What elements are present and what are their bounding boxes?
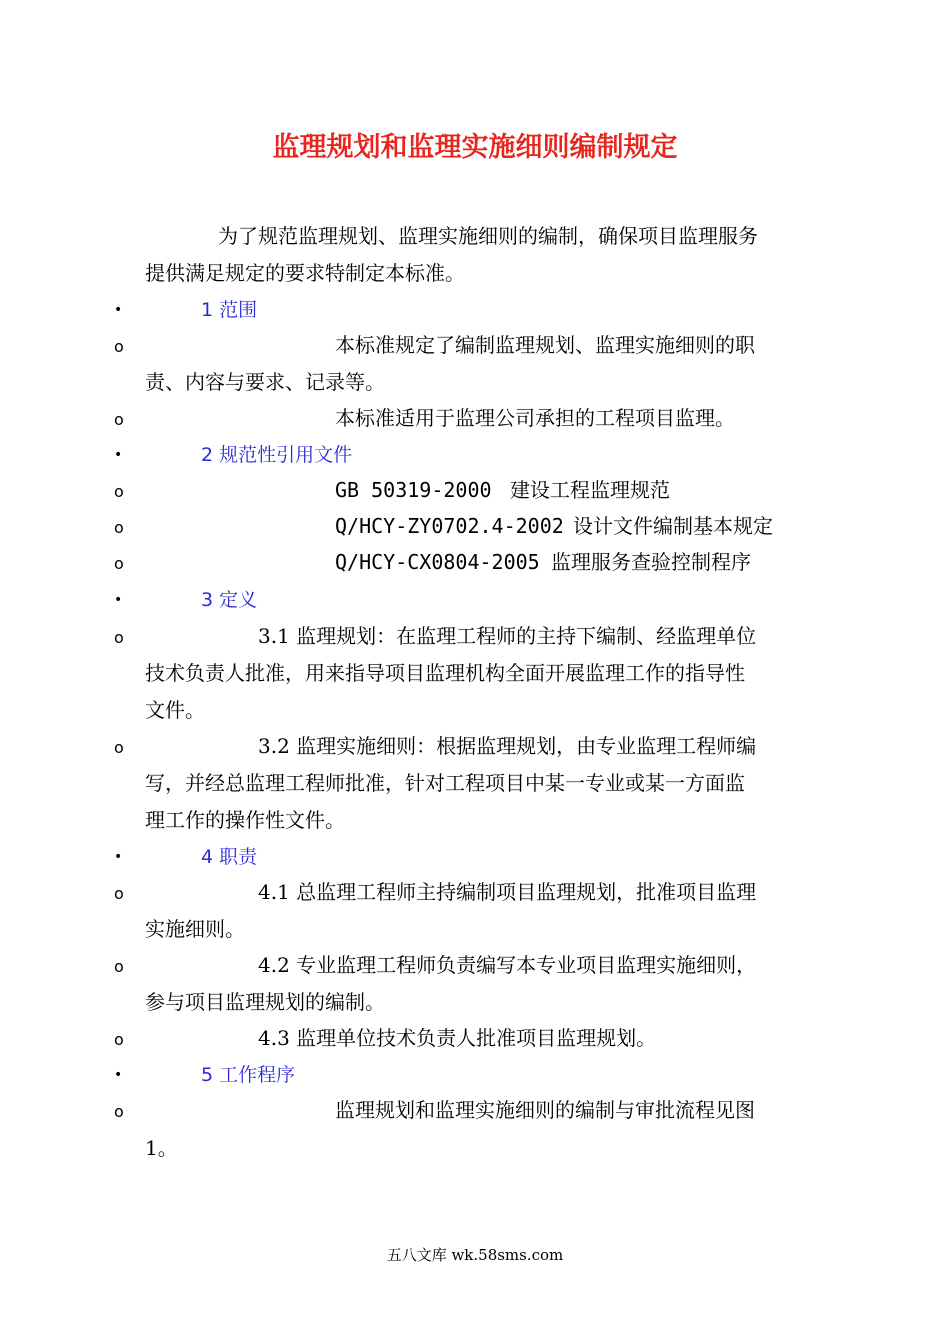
bullet-dot: • (114, 849, 123, 865)
reference-1-code: GB 50319-2000 (335, 478, 492, 502)
section-1-heading: 1 范围 (201, 299, 258, 321)
reference-3-code: Q/HCY-CX0804-2005 (335, 550, 540, 574)
intro-line-1: 为了规范监理规划、监理实施细则的编制，确保项目监理服务 (218, 224, 758, 248)
definition-3-2-line-1: 3.2 监理实施细则：根据监理规划，由专业监理工程师编 (258, 734, 757, 758)
definition-3-2-line-2: 写，并经总监理工程师批准，针对工程项目中某一专业或某一方面监 (145, 771, 745, 795)
document-title: 监理规划和监理实施细则编制规定 (272, 132, 678, 163)
bullet-circle: o (114, 554, 124, 573)
bullet-circle: o (114, 884, 124, 903)
section-3-heading: 3 定义 (201, 589, 258, 611)
intro-line-2: 提供满足规定的要求特制定本标准。 (145, 261, 465, 285)
bullet-circle: o (114, 738, 124, 757)
procedure-paragraph-line-2: 1。 (145, 1136, 178, 1160)
section-2-heading: 2 规范性引用文件 (201, 444, 353, 466)
reference-2-code: Q/HCY-ZY0702.4-2002 (335, 514, 564, 538)
definition-3-1-line-3: 文件。 (145, 698, 205, 722)
bullet-circle: o (114, 337, 124, 356)
reference-2-title: 设计文件编制基本规定 (573, 514, 773, 538)
bullet-circle: o (114, 518, 124, 537)
definition-3-1-line-1: 3.1 监理规划：在监理工程师的主持下编制、经监理单位 (258, 624, 757, 648)
footer-watermark: 五八文库 wk.58sms.com (386, 1246, 564, 1264)
responsibility-4-2-line-2: 参与项目监理规划的编制。 (145, 990, 385, 1014)
definition-3-1-line-2: 技术负责人批准，用来指导项目监理机构全面开展监理工作的指导性 (145, 661, 745, 685)
bullet-circle: o (114, 1030, 124, 1049)
responsibility-4-1-line-2: 实施细则。 (145, 917, 245, 941)
responsibility-4-3: 4.3 监理单位技术负责人批准项目监理规划。 (258, 1026, 657, 1050)
bullet-circle: o (114, 1102, 124, 1121)
scope-paragraph-1-line-1: 本标准规定了编制监理规划、监理实施细则的职 (335, 333, 755, 357)
bullet-dot: • (114, 592, 123, 608)
bullet-circle: o (114, 628, 124, 647)
bullet-dot: • (114, 447, 123, 463)
responsibility-4-2-line-1: 4.2 专业监理工程师负责编写本专业项目监理实施细则， (258, 953, 757, 977)
responsibility-4-1-line-1: 4.1 总监理工程师主持编制项目监理规划，批准项目监理 (258, 880, 757, 904)
section-4-heading: 4 职责 (201, 846, 258, 868)
reference-1-title: 建设工程监理规范 (510, 478, 670, 502)
procedure-paragraph-line-1: 监理规划和监理实施细则的编制与审批流程见图 (335, 1098, 755, 1122)
scope-paragraph-1-line-2: 责、内容与要求、记录等。 (145, 370, 385, 394)
scope-paragraph-2: 本标准适用于监理公司承担的工程项目监理。 (335, 406, 735, 430)
reference-3-title: 监理服务查验控制程序 (551, 550, 751, 574)
definition-3-2-line-3: 理工作的操作性文件。 (145, 808, 345, 832)
bullet-circle: o (114, 957, 124, 976)
bullet-circle: o (114, 410, 124, 429)
bullet-circle: o (114, 482, 124, 501)
bullet-dot: • (114, 302, 123, 318)
bullet-dot: • (114, 1067, 123, 1083)
section-5-heading: 5 工作程序 (201, 1064, 296, 1086)
